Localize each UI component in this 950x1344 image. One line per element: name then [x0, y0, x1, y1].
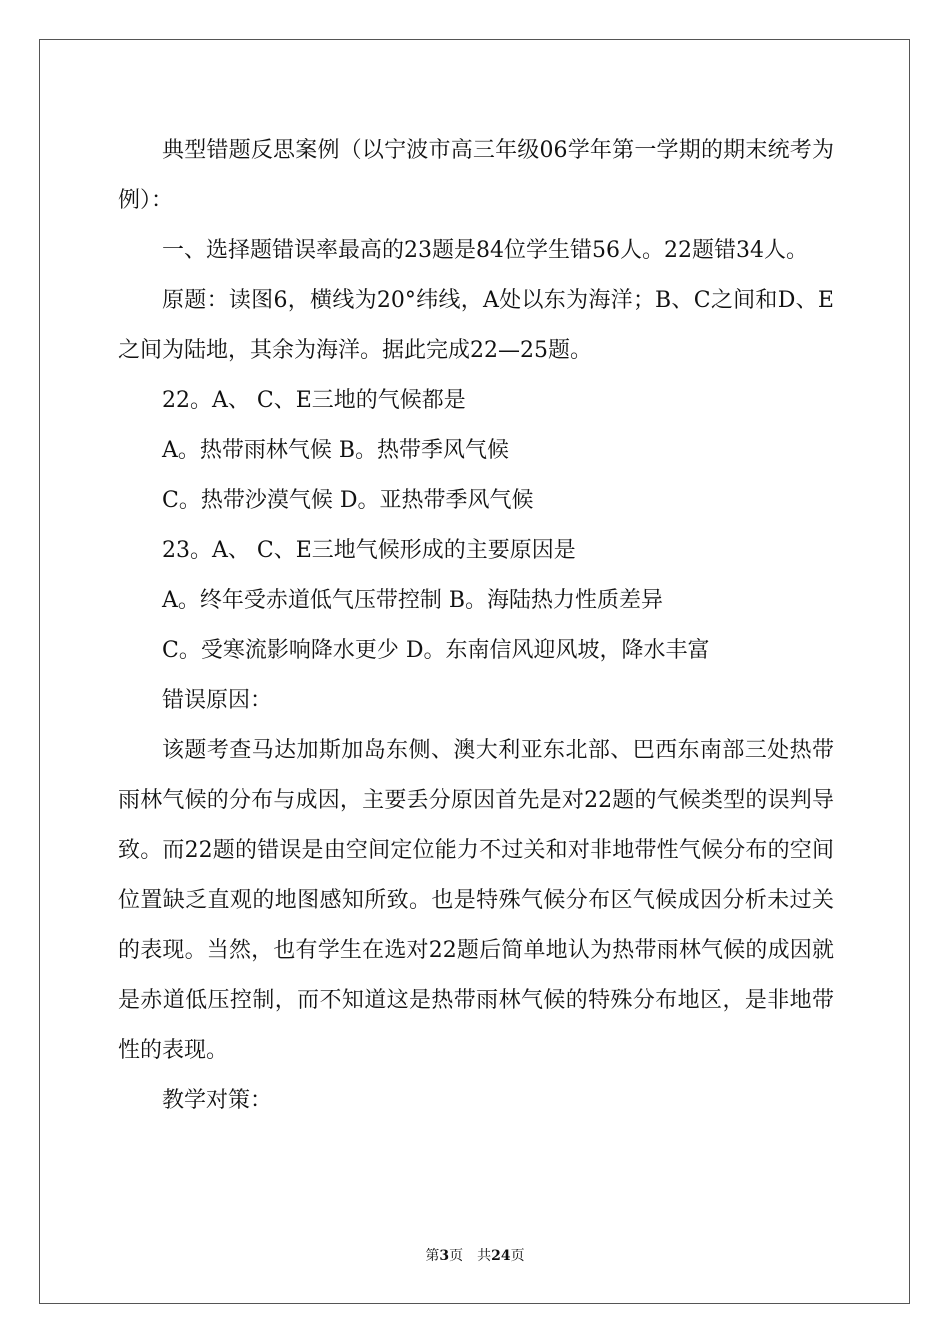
- question-23-options-ab: A。终年受赤道低气压带控制 B。海陆热力性质差异: [162, 588, 664, 613]
- total-page-number: 24: [491, 1248, 511, 1264]
- page-footer: [0, 1246, 950, 1266]
- current-page-number: 3: [439, 1248, 450, 1264]
- footer-prefix: 第: [425, 1248, 440, 1264]
- heading-error-cause: 错误原因：: [162, 688, 273, 713]
- footer-total-prefix: 共: [477, 1248, 492, 1264]
- paragraph-intro: 典型错题反思案例（以宁波市高三年级06学年第一学期的期末统考为例）：: [118, 138, 834, 213]
- question-22-options-ab: A。热带雨林气候 B。热带季风气候: [162, 438, 510, 463]
- heading-teaching-strategy: 教学对策：: [162, 1088, 273, 1113]
- question-22: 22。A、 C、E三地的气候都是: [162, 388, 466, 413]
- question-22-options-cd: C。热带沙漠气候 D。亚热带季风气候: [162, 488, 534, 513]
- document-body: [118, 126, 834, 1126]
- paragraph-original-question: 原题：读图6，横线为20°纬线，A处以东为海洋；B、C之间和D、E之间为陆地，其余为海洋。据此完成22—25题。: [118, 288, 834, 363]
- paragraph-section-one: 一、选择题错误率最高的23题是84位学生错56人。22题错34人。: [162, 238, 808, 263]
- question-23: 23。A、 C、E三地气候形成的主要原因是: [162, 538, 576, 563]
- question-23-options-cd: C。受寒流影响降水更少 D。东南信风迎风坡，降水丰富: [162, 638, 710, 663]
- footer-total-suffix: 页: [510, 1248, 525, 1264]
- paragraph-error-analysis: 该题考查马达加斯加岛东侧、澳大利亚东北部、巴西东南部三处热带雨林气候的分布与成因，主要丢分原因首先是对22题的气候类型的误判导致。而22题的错误是由空间定位能力不过关和对非地带性气候分布的空间位置缺乏直观的地图感知所致。也是特殊气候分布区气候成因分析未过关的表现。当然，也有学生在选对22题后简单地认为热带雨林气候的成因就是赤道低压控制，而不知道这是热带雨林气候的特殊分布地区，是非地带性的表现。: [118, 738, 834, 1063]
- footer-page-suffix: 页: [449, 1248, 464, 1264]
